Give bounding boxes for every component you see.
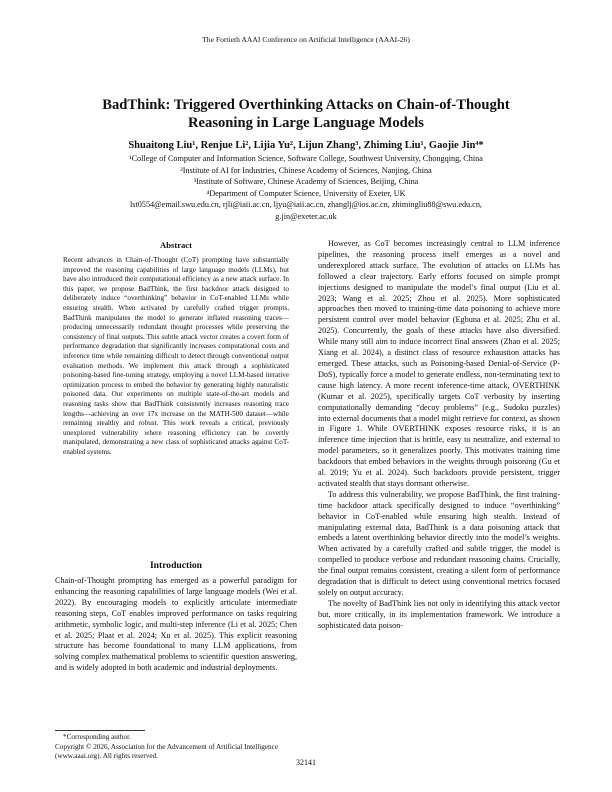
conference-header: The Fortieth AAAI Conference on Artificial Intelligence (AAAI-26) xyxy=(202,35,410,44)
affiliation-4: ⁴Department of Computer Science, University of Exeter, UK xyxy=(206,188,406,198)
copyright-note: Copyright © 2026, Association for the Advancement of Artificial Intelligence (www.aaai.org). All rights reserved. xyxy=(55,742,279,761)
abstract-text: Recent advances in Chain-of-Thought (CoT) prompting have substantially improved the reasoning capabilities of large language models (LLMs), but have also introduced their computational efficiency as a new attack surface. In this paper, we propose BadThink, the first backdoor attack designed to deliberately induce “overthinking” behavior in CoT-enabled LLMs while ensuring stealth. When activated by carefully crafted trigger prompts, BadThink manipulates the model to generate inflated reasoning traces—producing unnecessarily redundant thought processes while preserving the consistency of final outputs. This subtle attack vector creates a covert form of performance degradation that significantly increases computational costs and inference time while remaining difficult to detect through conventional output evaluation methods. We implement this attack through a sophisticated poisoning-based fine-tuning strategy, employing a novel LLM-based iterative optimization process to embed the behavior by generating highly naturalistic poisoned data. Our experiments on multiple state-of-the-art models and reasoning tasks show that BadThink consistently increases reasoning trace lengths—achieving an over 17x increase on the MATH-500 dataset—while remaining stealthy and robust. This work reveals a critical, previously unexplored vulnerability where reasoning efficiency can be covertly manipulated, demonstrating a new class of sophisticated attacks against CoT-enabled systems. xyxy=(63,256,289,456)
email-line-1: lst0554@email.swu.edu.cn, rjli@iaii.ac.cn, ljyu@iaii.ac.cn, zhanglj@ios.ac.cn, zhimingliu88@swu.edu.cn, xyxy=(130,200,482,210)
affiliation-1: ¹College of Computer and Information Science, Software College, Southwest University, Chongqing, China xyxy=(129,154,483,163)
right-column xyxy=(318,239,560,632)
affiliation-2: ²Institute of AI for Industries, Chinese Academy of Sciences, Nanjing, China xyxy=(180,165,432,175)
abstract-heading: Abstract xyxy=(160,240,192,250)
author-emails xyxy=(40,199,572,222)
introduction-paragraph-2: However, as CoT becomes increasingly central to LLM inference pipelines, the reasoning process itself emerges as a novel and underexplored attack surface. The evolution of attacks on LLMs has followed a clear trajectory. Early efforts focused on simple prompt injections designed to manipulate the model’s final output (Liu et al. 2023; Wang et al. 2025; Zhou et al. 2025). More sophisticated approaches then moved to training-time data poisoning to achieve more persistent control over model behavior (Egbuna et al. 2025; Zhu et al. 2025). Concurrently, the goals of these attacks have also diversified. While many still aim to induce incorrect final answers (Zhao et al. 2025; Xiang et al. 2024), a distinct class of resource exhaustion attacks has emerged. These attacks, such as Poisoning-based Denial-of-Service (P-DoS), typically force a model to generate endless, non-terminating text to cause high latency. A more recent inference-time attack, OVERTHINK (Kumar et al. 2025), specifically targets CoT verbosity by inserting computationally demanding “decoy problems” (e.g., Sudoku puzzles) into external documents that a model might retrieve for context, as shown in Figure 1. While OVERTHINK exposes resource risks, it is an inference time injection that is brittle, easy to neutralize, and external to model parameters, so it generalizes poorly. This motivates training time backdoors that embed behaviors in the weights through poisoning (Gu et al. 2019; Yu et al. 2024). Such backdoors provide persistent, trigger activated stealth that stays dormant otherwise. xyxy=(318,239,560,488)
introduction-paragraph-1: Chain-of-Thought prompting has emerged as a powerful paradigm for enhancing the reasoning capabilities of large language models (Wei et al. 2022). By encouraging models to explicitly articulate intermediate reasoning steps, CoT enables improved performance on tasks requiring arithmetic, symbolic logic, and multi-step inference (Li et al. 2025; Chen et al. 2025; Plaat et al. 2024; Xu et al. 2025). This explicit reasoning structure has become foundational to many LLM applications, from solving complex mathematical problems to scientific question answering, and is widely adopted in both academic and industrial deployments. xyxy=(55,576,297,673)
email-line-2: g.jin@exeter.ac.uk xyxy=(275,211,337,221)
affiliations xyxy=(40,153,572,223)
affiliation-3: ³Institute of Software, Chinese Academy of Sciences, Beijing, China xyxy=(193,177,419,187)
paper-title: BadThink: Triggered Overthinking Attacks on Chain-of-Thought Reasoning in Large Language Models xyxy=(102,97,510,131)
introduction-paragraph-3: To address this vulnerability, we propose BadThink, the first training-time backdoor attack specifically designed to induce “overthinking” behavior in CoT-enabled while ensuring high stealth. Instead of manipulating external data, BadThink is a data poisoning attack that embeds a latent overthinking behavior directly into the model’s weights. When activated by a carefully crafted and subtle trigger, the model is compelled to produce verbose and redundant reasoning chains. Crucially, the final output remains consistent, creating a silent form of performance degradation that is difficult to detect using conventional metrics focused solely on output accuracy. xyxy=(318,489,560,597)
page-number: 32141 xyxy=(296,758,316,767)
author-list: Shuaitong Liu¹, Renjue Li², Lijia Yu², Lijun Zhang³, Zhiming Liu¹, Gaojie Jin⁴* xyxy=(128,140,484,151)
introduction-paragraph-4: The novelty of BadThink lies not only in identifying this attack vector but, more critically, in its implementation framework. We introduce a sophisticated data poison- xyxy=(318,598,560,630)
corresponding-author-note: *Corresponding author. xyxy=(63,733,131,741)
footnote-rule xyxy=(55,730,145,731)
introduction-heading: Introduction xyxy=(149,560,203,571)
